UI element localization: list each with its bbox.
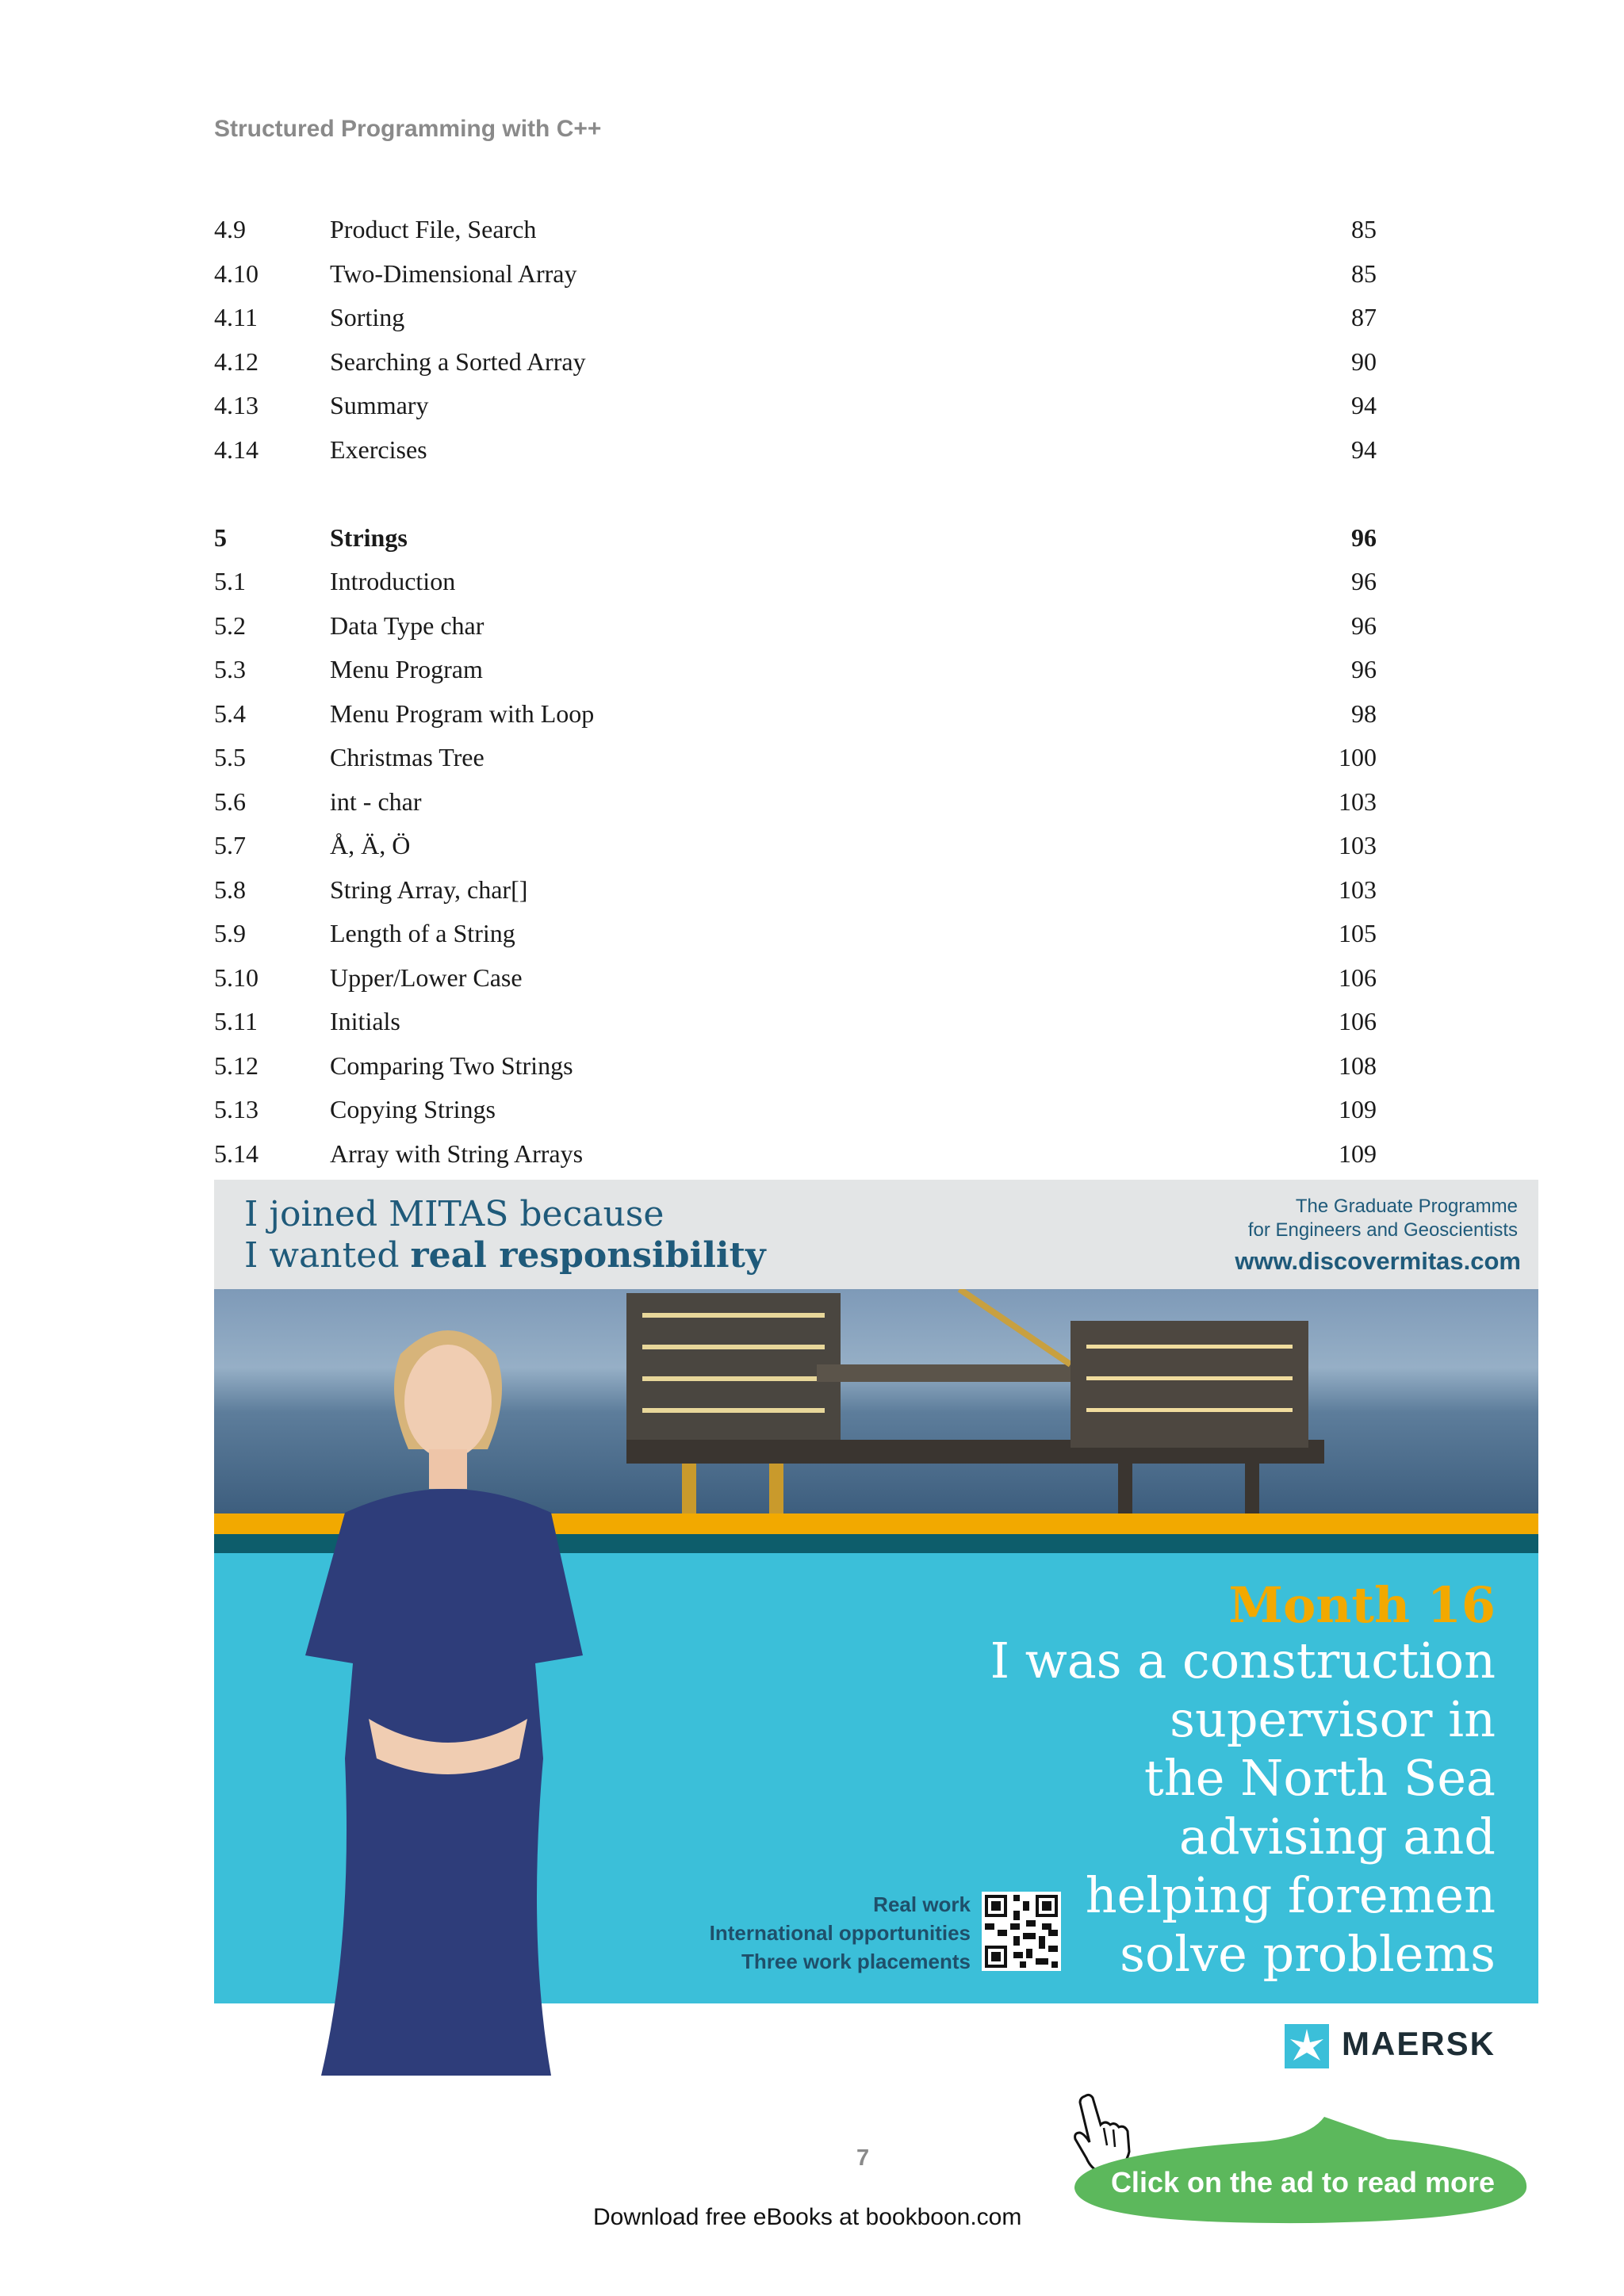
toc-row[interactable] [214,560,1377,604]
toc-page: 103 [1339,786,1377,816]
toc-title: Strings [330,522,408,552]
toc-title: Exercises [330,434,427,464]
toc-page: 109 [1339,1138,1377,1168]
maersk-brand: MAERSK [1342,2025,1496,2062]
toc-num: 5.14 [214,1138,259,1168]
table-of-contents [214,208,1377,1176]
feature-real-work: Real work [873,1892,971,1916]
maersk-star-logo-icon [1285,2024,1329,2068]
toc-page: 90 [1351,346,1377,376]
toc-row[interactable] [214,208,1377,252]
toc-num: 4.11 [214,303,258,331]
toc-page: 108 [1339,1050,1377,1080]
toc-num: 4.12 [214,346,259,376]
toc-title: Upper/Lower Case [330,962,523,992]
toc-num: 5.12 [214,1050,259,1080]
ad-headline-line1: I joined MITAS because [244,1194,665,1234]
toc-page: 98 [1351,698,1377,728]
toc-title: int - char [330,786,422,816]
click-ad-button[interactable]: Click on the ad to read more [1110,2166,1496,2198]
ad-month-label: Month 16 [1228,1576,1496,1634]
qr-code-icon[interactable] [982,1892,1061,1971]
toc-row[interactable] [214,912,1377,956]
page-number: 7 [856,2145,870,2171]
toc-page: 96 [1351,655,1377,683]
ad-header-band [214,1180,1538,1289]
toc-row[interactable] [214,956,1377,1001]
ad-programme-line1: The Graduate Programme [1295,1196,1518,1217]
toc-row[interactable] [214,428,1377,473]
toc-num: 5.9 [214,919,246,947]
toc-page: 96 [1351,567,1377,595]
toc-page: 105 [1339,919,1377,947]
toc-page: 96 [1351,522,1377,552]
toc-page: 103 [1339,831,1377,859]
toc-row[interactable] [214,648,1377,692]
toc-page: 94 [1351,434,1377,464]
toc-num: 5.7 [214,831,246,859]
toc-page: 109 [1339,1095,1377,1123]
toc-row[interactable] [214,340,1377,385]
ad-headline-line2: I wanted real responsibility [244,1235,766,1276]
toc-row[interactable] [214,384,1377,428]
toc-title: Searching a Sorted Array [330,346,586,376]
toc-num: 5.13 [214,1095,259,1123]
toc-page: 106 [1339,1007,1377,1035]
toc-chapter-row[interactable] [214,516,1377,561]
toc-num: 4.9 [214,215,246,243]
toc-row[interactable] [214,736,1377,780]
oil-rig-illustration [626,1289,1538,1513]
toc-row[interactable] [214,1000,1377,1044]
toc-num: 5.8 [214,874,246,904]
feature-placements: Three work placements [741,1950,971,1973]
toc-page: 106 [1339,962,1377,992]
toc-row[interactable] [214,780,1377,825]
ad-url-link[interactable]: www.discovermitas.com [1235,1247,1521,1275]
toc-row[interactable] [214,1132,1377,1177]
ad-features-list [710,1890,971,1976]
toc-title: String Array, char[] [330,874,528,904]
feature-international: International opportunities [709,1921,971,1945]
toc-row[interactable] [214,824,1377,868]
woman-photo [250,1283,662,2076]
toc-row[interactable] [214,604,1377,649]
toc-row[interactable] [214,296,1377,340]
toc-row[interactable] [214,1044,1377,1089]
ad-story-text: I was a construction supervisor in the North Sea advising and helping foremen solve problems [990,1632,1496,1983]
toc-title: Menu Program [330,655,483,683]
ad-programme-line2: for Engineers and Geoscientists [1247,1219,1518,1241]
toc-title: Summary [330,391,429,419]
toc-num: 5.11 [214,1007,258,1035]
toc-title: Array with String Arrays [330,1138,584,1168]
toc-num: 4.14 [214,434,259,464]
toc-num: 5.3 [214,655,246,683]
toc-title: Initials [330,1007,400,1035]
toc-num: 5.2 [214,610,246,640]
toc-page: 85 [1351,215,1377,243]
advertisement[interactable] [214,1180,1538,2075]
download-link[interactable]: Download free eBooks at bookboon.com [593,2204,1022,2230]
toc-page: 103 [1339,874,1377,904]
toc-page: 96 [1351,610,1377,640]
toc-title: Product File, Search [330,215,537,243]
ad-headline-emphasis: real responsibility [410,1235,766,1276]
toc-num: 5.5 [214,743,246,771]
toc-title: Comparing Two Strings [330,1050,573,1080]
toc-page: 94 [1351,391,1377,419]
toc-row[interactable] [214,252,1377,297]
toc-page: 87 [1351,303,1377,331]
toc-title: Copying Strings [330,1095,496,1123]
toc-title: Two-Dimensional Array [330,258,577,288]
toc-row[interactable] [214,692,1377,737]
toc-title: Sorting [330,303,405,331]
toc-title: Length of a String [330,919,515,947]
toc-num: 5.4 [214,698,246,728]
toc-title: Å, Ä, Ö [330,831,411,859]
toc-title: Christmas Tree [330,743,485,771]
toc-num: 5 [214,522,227,552]
toc-title: Menu Program with Loop [330,698,595,728]
toc-num: 5.10 [214,962,259,992]
toc-num: 5.6 [214,786,246,816]
toc-title: Data Type char [330,610,485,640]
toc-num: 4.10 [214,258,259,288]
toc-row[interactable] [214,1088,1377,1132]
toc-page: 85 [1351,258,1377,288]
toc-page: 100 [1339,743,1377,771]
toc-row[interactable] [214,868,1377,913]
toc-title: Introduction [330,567,456,595]
toc-num: 5.1 [214,567,246,595]
running-title: Structured Programming with C++ [214,116,602,142]
toc-num: 4.13 [214,391,259,419]
